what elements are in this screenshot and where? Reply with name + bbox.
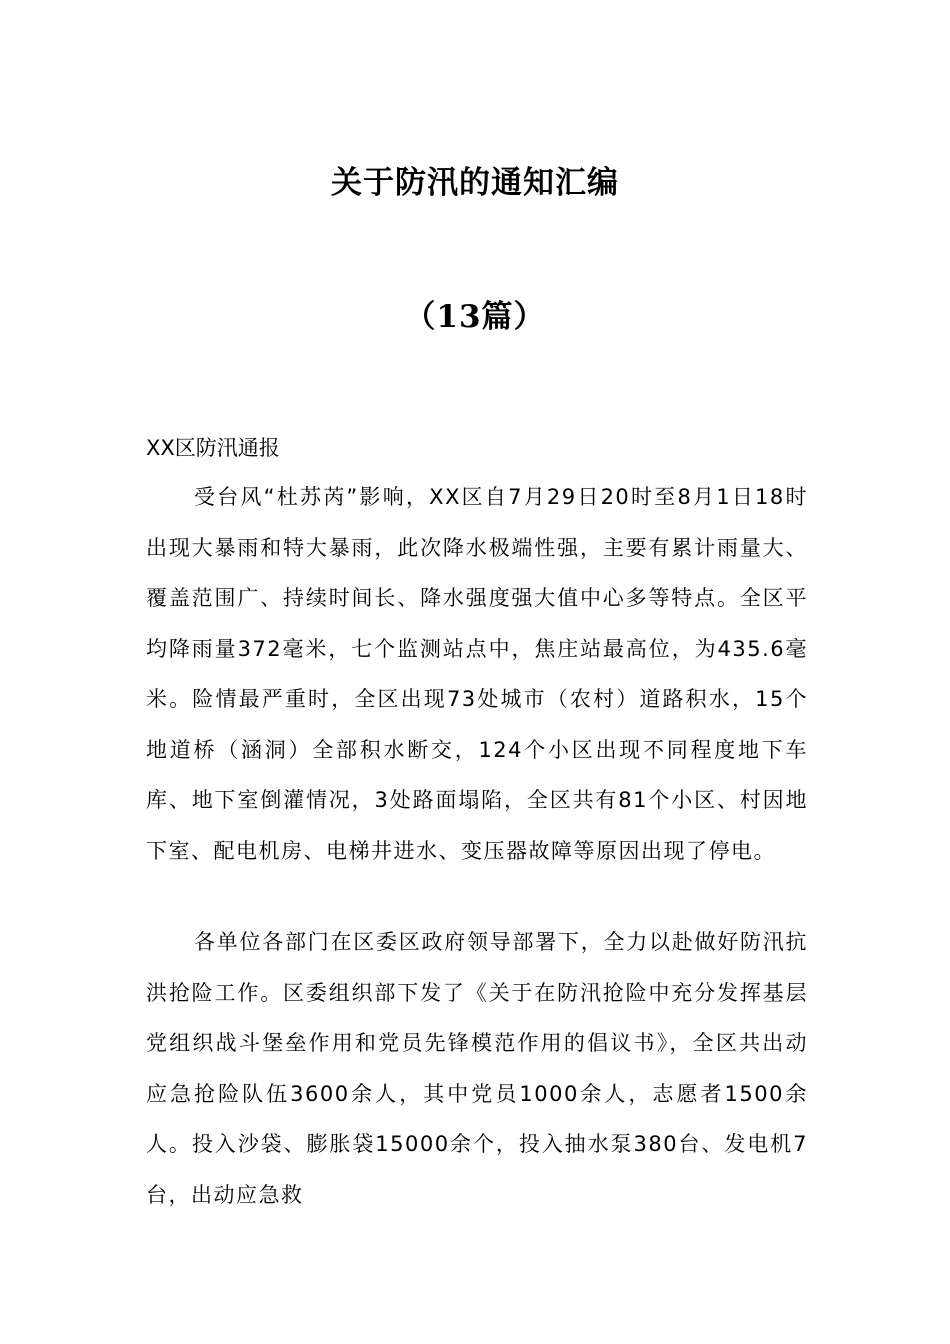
body-paragraph: 受台风“杜苏芮”影响，XX区自7月29日20时至8月1日18时出现大暴雨和特大暴雨，此次降水极端性强，主要有累计雨量大、覆盖范围广、持续时间长、降水强度强大值中心多等特点。全区平均降雨量372毫米，七个监测站点中，焦庄站最高位，为435.6毫米。险情最严重时，全区出现73处城市（农村）道路积水，15个地道桥（涵洞）全部积水断交，124个小区出现不同程度地下车库、地下室倒灌情况，3处路面塌陷，全区共有81个小区、村因地下室、配电机房、电梯井进水、变压器故障等原因出现了停电。 — [146, 485, 808, 863]
body-paragraph: 各单位各部门在区委区政府领导部署下，全力以赴做好防汛抗洪抢险工作。区委组织部下发了《关于在防汛抢险中充分发挥基层党组织战斗堡垒作用和党员先锋模范作用的倡议书》，全区共出动应急抢险队伍3600余人，其中党员1000余人，志愿者1500余人。投入沙袋、膨胀袋15000余个，投入抽水泵380台、发电机7台，出动应急救 — [146, 930, 808, 1207]
section-heading: XX区防汛通报 — [146, 436, 280, 460]
document-title: 关于防汛的通知汇编 — [331, 165, 619, 201]
document-subtitle: （13篇） — [404, 299, 546, 335]
